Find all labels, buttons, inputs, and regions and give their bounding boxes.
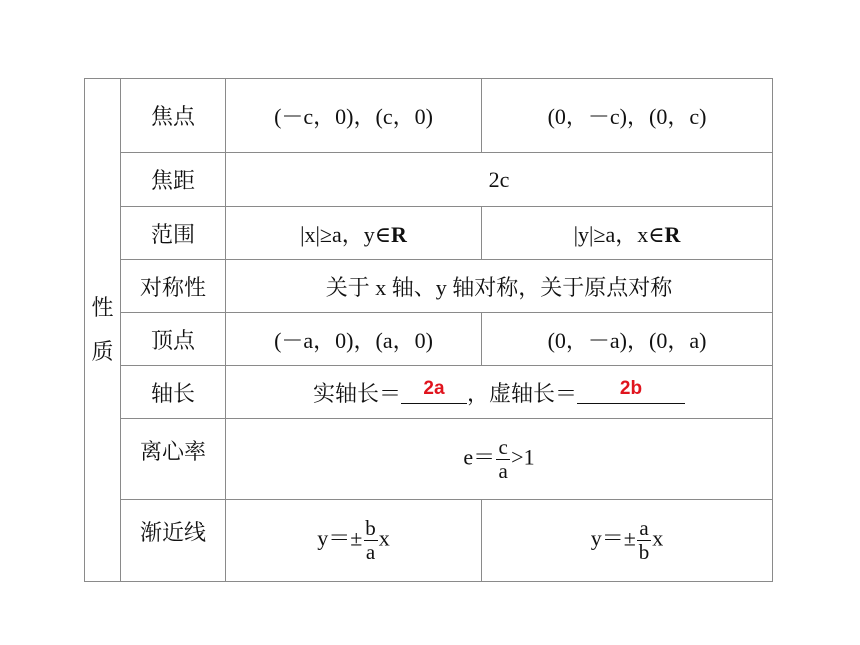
category-char-1: 性 [91,295,114,320]
table-row-eccentricity [85,419,773,500]
range-right-value [482,207,773,260]
row-label-vertex: 顶点 [121,313,226,366]
real-axis-blank [401,377,467,404]
asymptote-right-numerator: a [639,516,649,540]
eccentricity-denominator: a [498,458,508,483]
table-row-range [85,207,773,260]
eccentricity-numerator: c [498,434,508,459]
eccentricity-prefix: e＝ [463,444,496,470]
asymptote-right-suffix: x [652,525,664,551]
eccentricity-fraction [496,434,510,483]
asymptote-left-prefix: y＝± [317,525,363,551]
row-label-eccentricity: 离心率 [121,419,226,500]
range-left-text: |x|≥a，y∈ [300,221,392,247]
row-label-symmetry: 对称性 [121,260,226,313]
focal-distance-value: 2c [226,153,773,207]
asymptote-left-numerator: b [365,516,376,540]
vertex-left-value: (－a，0)，(a，0) [226,313,482,366]
focus-left-value: (－c，0)，(c，0) [226,79,482,153]
table-row-symmetry [85,260,773,313]
row-label-range: 范围 [121,207,226,260]
imag-axis-prefix: ，虚轴长＝ [467,380,578,406]
range-right-real-set: R [664,221,681,247]
asymptote-left-suffix: x [378,525,390,551]
asymptote-left-value [226,500,482,582]
category-char-2: 质 [91,339,114,364]
asymptote-right-value [482,500,773,582]
asymptote-right-prefix: y＝± [590,525,636,551]
eccentricity-value [226,419,773,500]
axis-length-value [226,366,773,419]
real-axis-prefix: 实轴长＝ [312,380,401,406]
category-cell [85,79,121,582]
real-axis-answer: 2a [423,377,445,399]
asymptote-right-fraction [637,518,652,563]
vertex-right-value: (0，－a)，(0，a) [482,313,773,366]
table-row-axis-length [85,366,773,419]
hyperbola-properties-table [84,78,773,582]
range-left-real-set: R [391,221,407,247]
asymptote-left-denominator: a [365,540,376,564]
row-label-focal-distance: 焦距 [121,153,226,207]
range-left-value [226,207,482,260]
imag-axis-answer: 2b [619,377,643,399]
imag-axis-blank [577,377,685,404]
symmetry-value: 关于 x 轴、y 轴对称，关于原点对称 [226,260,773,313]
range-right-text: |y|≥a，x∈ [573,221,665,247]
table-row-focal-distance [85,153,773,207]
table-row-focus [85,79,773,153]
row-label-focus: 焦点 [121,79,226,153]
table-row-vertex [85,313,773,366]
row-label-axis-length: 轴长 [121,366,226,419]
focus-right-value: (0，－c)，(0，c) [482,79,773,153]
asymptote-right-denominator: b [638,540,650,564]
row-label-asymptote: 渐近线 [121,500,226,582]
table-row-asymptote [85,500,773,582]
asymptote-left-fraction [363,518,378,563]
eccentricity-suffix: >1 [511,444,535,470]
